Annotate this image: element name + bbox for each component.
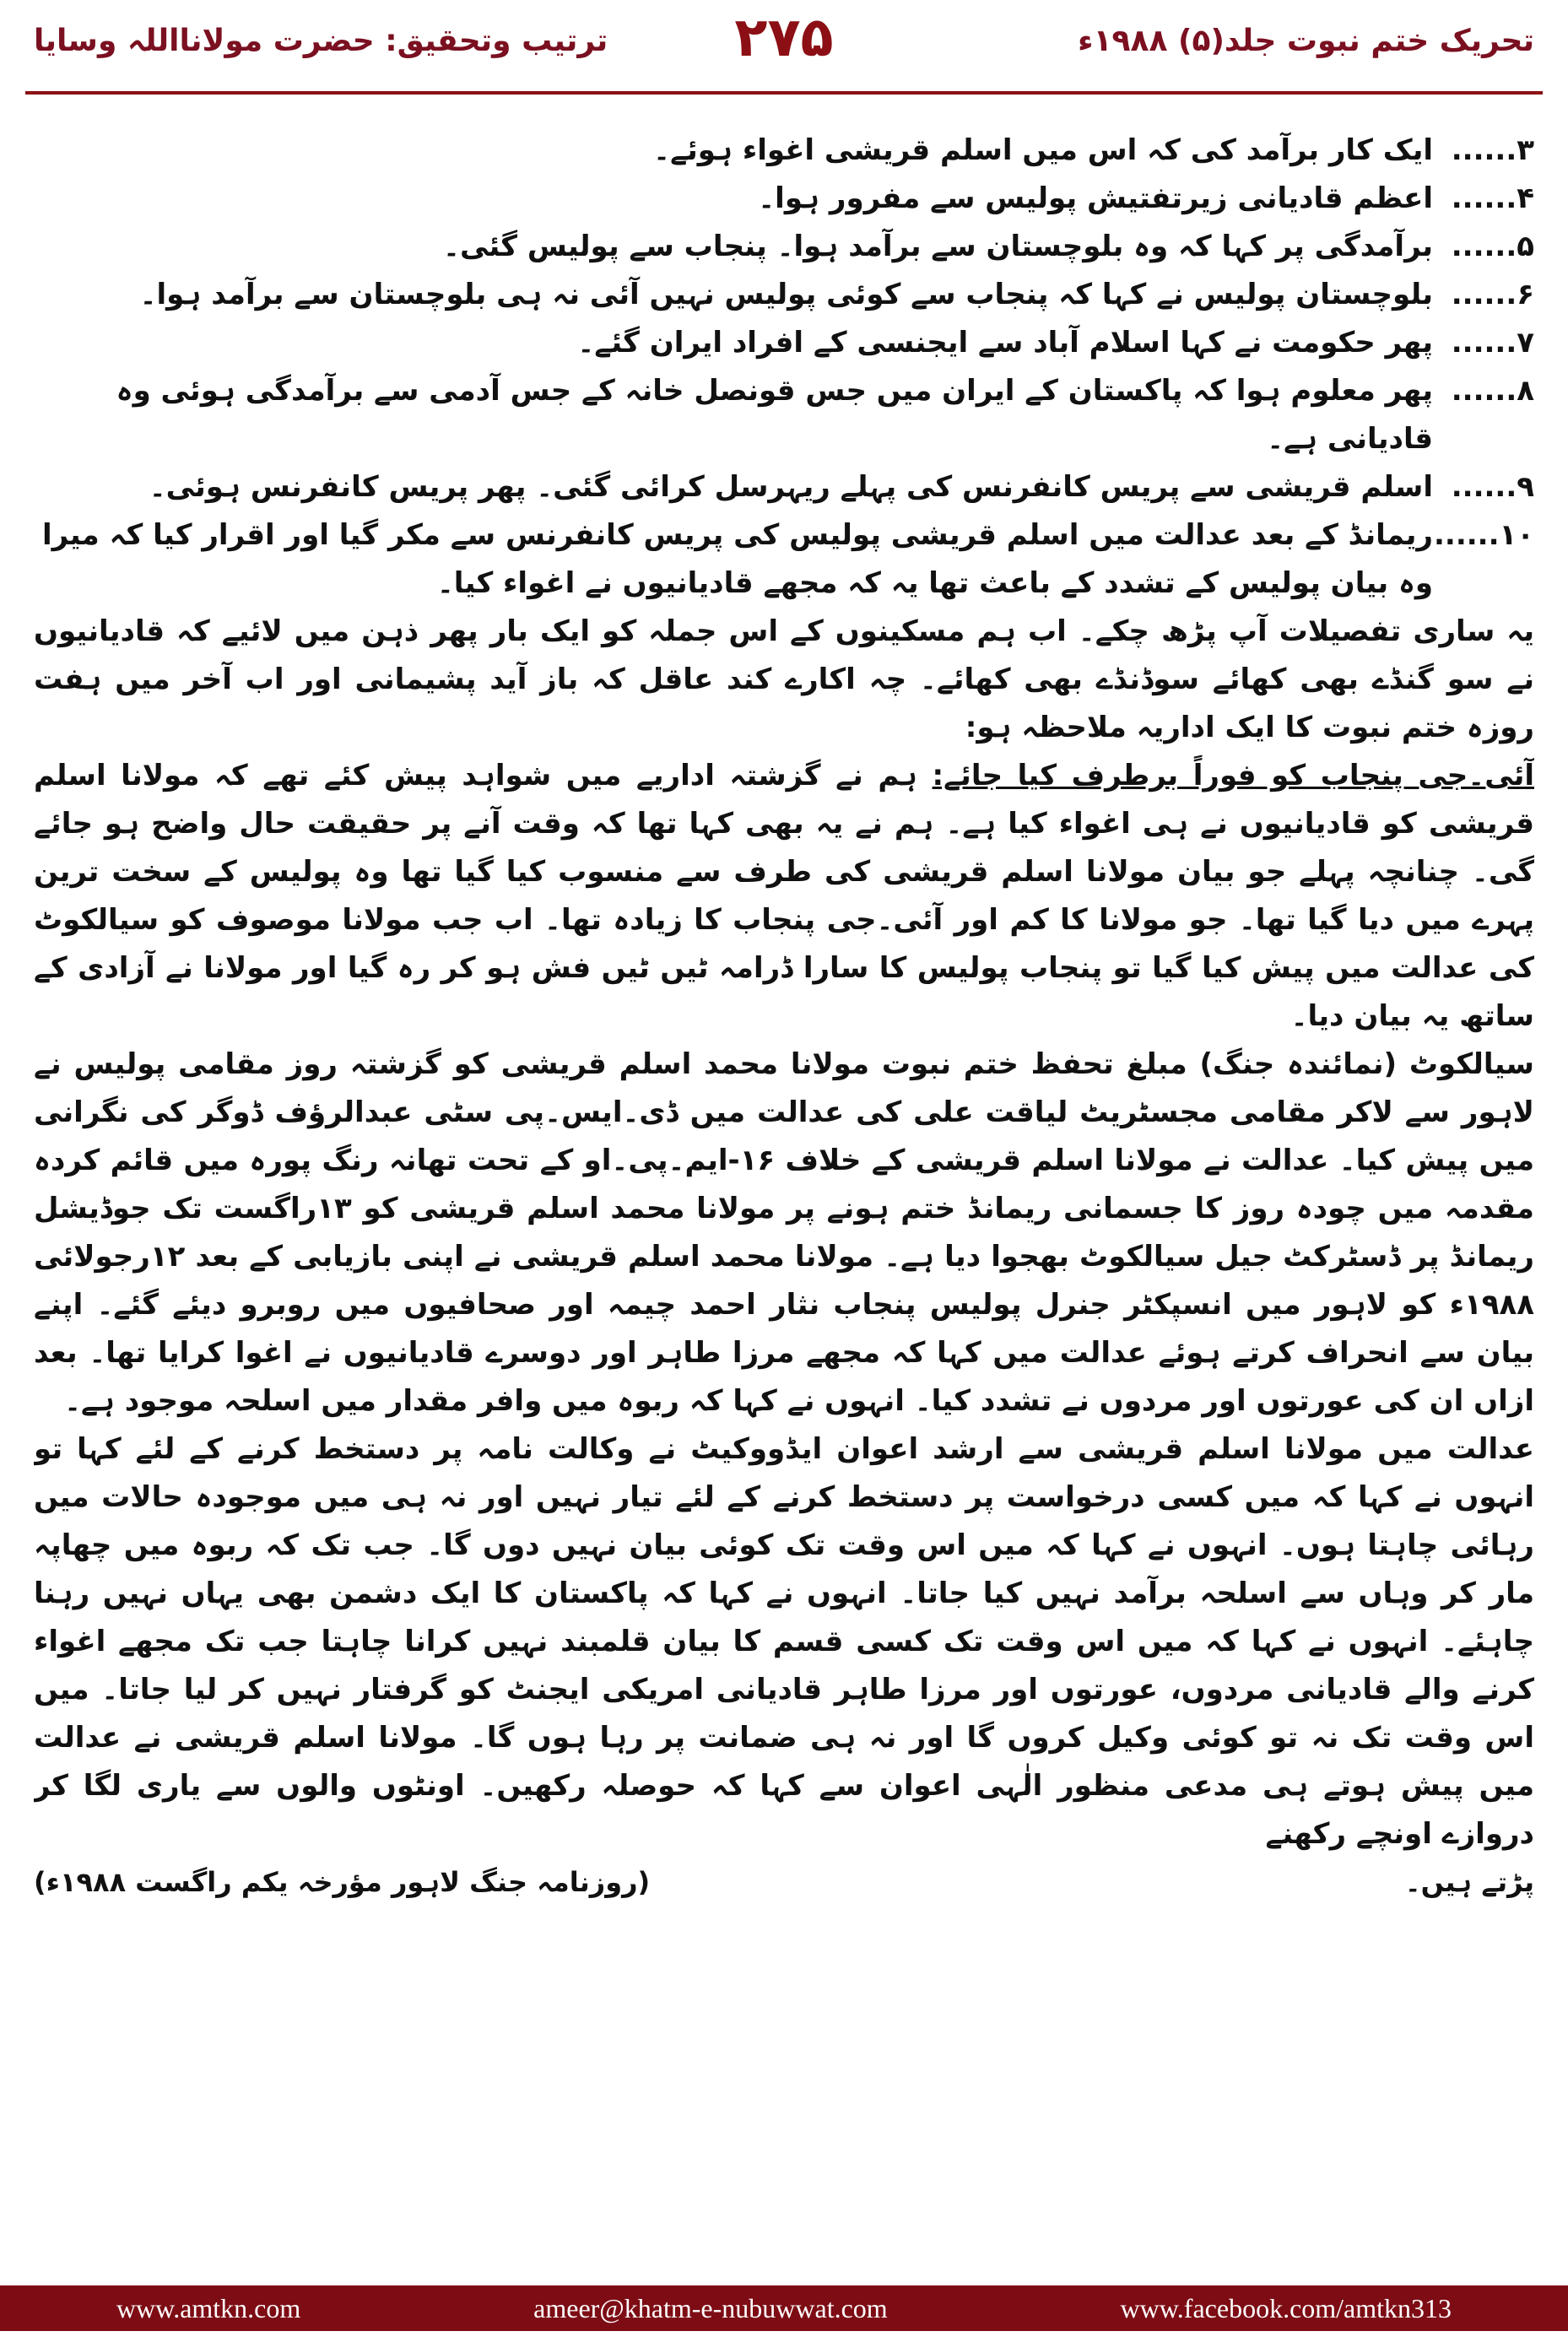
citation-row <box>34 1858 1534 1907</box>
list-item <box>34 463 1534 511</box>
list-item-number: ۶...... <box>1451 278 1534 311</box>
header-divider <box>25 91 1543 95</box>
list-item <box>34 127 1534 175</box>
list-item <box>34 271 1534 319</box>
list-item <box>34 223 1534 271</box>
list-item-text: ریمانڈ کے بعد عدالت میں اسلم قریشی پولیس کی پریس کانفرنس سے مکر گیا اور اقرار کیا کہ میرا وہ بیان پولیس کے تشدد کے باعث تھا یہ کہ مجھے قادیانیوں نے اغواء کیا۔ <box>42 518 1433 600</box>
list-item <box>34 175 1534 223</box>
list-item-number: ۳...... <box>1451 133 1534 167</box>
court-paragraph: عدالت میں مولانا اسلم قریشی سے ارشد اعوان ایڈووکیٹ نے وکالت نامہ پر دستخط کرنے کے لئے کہا تو انہوں نے کہا کہ میں کسی درخواست پر دستخط کرنے کے لئے تیار نہیں اور نہ ہی میں موجودہ حالات میں رہائی چاہتا ہوں۔ انہوں نے کہا کہ میں اس وقت تک کوئی بیان نہیں دوں گا۔ جب تک کہ ربوہ میں چھاپہ مار کر وہاں سے اسلحہ برآمد نہیں کیا جاتا۔ انہوں نے کہا کہ پاکستان کا ایک دشمن بھی یہاں نہیں رہنا چاہئے۔ انہوں نے کہا کہ میں اس وقت تک کسی قسم کا بیان قلمبند نہیں کرانا چاہتا جب تک مجھے اغواء کرنے والے قادیانی مردوں، عورتوں اور مرزا طاہر قادیانی امریکی ایجنٹ کو گرفتار نہیں کر لیا جاتا۔ میں اس وقت تک نہ تو کوئی وکیل کروں گا اور نہ ہی ضمانت پر رہا ہوں گا۔ مولانا اسلم قریشی نے عدالت میں پیش ہوتے ہی مدعی منظور الٰہی اعوان سے کہا کہ حوصلہ رکھیں۔ اونٹوں والوں سے یاری لگا کر دروازے اونچے رکھنے <box>34 1432 1534 1851</box>
page-footer <box>0 2285 1568 2331</box>
closing-text: پڑتے ہیں۔ <box>1404 1866 1534 1898</box>
news-paragraph: سیالکوٹ (نمائندہ جنگ) مبلغ تحفظ ختم نبوت مولانا محمد اسلم قریشی کو گزشتہ روز مقامی پولیس نے لاہور سے لاکر مقامی مجسٹریٹ لیاقت علی کی عدالت میں ڈی۔ایس۔پی سٹی عبدالرؤف ڈوگر کی نگرانی میں پیش کیا۔ عدالت نے مولانا اسلم قریشی کے خلاف ۱۶-ایم۔پی۔او کے تحت تھانہ رنگ پورہ میں قائم کردہ مقدمہ میں چودہ روز کا جسمانی ریمانڈ ختم ہونے پر مولانا محمد اسلم قریشی کو ۱۳راگست تک جوڈیشل ریمانڈ پر ڈسٹرکٹ جیل سیالکوٹ بھجوا دیا ہے۔ مولانا محمد اسلم قریشی نے اپنی بازیابی کے بعد ۱۲رجولائی ۱۹۸۸ء کو لاہور میں انسپکٹر جنرل پولیس پنجاب نثار احمد چیمہ اور صحافیوں میں روبرو دیئے گئے۔ اپنے بیان سے انحراف کرتے ہوئے عدالت میں کہا کہ مجھے مرزا طاہر اور دوسرے قادیانیوں نے اغوا کرایا تھا۔ بعد ازاں ان کی عورتوں اور مردوں نے تشدد کیا۔ انہوں نے کہا کہ ربوہ میں وافر مقدار میں اسلحہ موجود ہے۔ <box>34 1047 1534 1418</box>
facebook-link[interactable]: www.facebook.com/amtkn313 <box>1120 2292 1452 2323</box>
list-item-number: ۴...... <box>1451 181 1534 215</box>
list-item-number: ۱۰...... <box>1433 518 1534 552</box>
page-body <box>34 127 1534 2220</box>
compiler-credit: ترتیب وتحقیق: حضرت مولانااللہ وسایا <box>34 24 608 58</box>
editorial-body: ہم نے گزشتہ اداریے میں شواہد پیش کئے تھے کہ مولانا اسلم قریشی کو قادیانیوں نے ہی اغواء کیا ہے۔ ہم نے یہ بھی کہا تھا کہ وقت آنے پر حقیقت حال واضح ہو جائے گی۔ چنانچہ پہلے جو بیان مولانا اسلم قریشی کی طرف سے منسوب کیا گیا تھا وہ پولیس کے سخت ترین پہرے میں دیا گیا تھا۔ جو مولانا کا کم اور آئی۔جی پنجاب کا زیادہ تھا۔ اب جب مولانا موصوف کو سیالکوٹ کی عدالت میں پیش کیا گیا تو پنجاب پولیس کا سارا ڈرامہ ٹیں ٹیں فش ہو کر رہ گیا اور مولانا نے آزادی کے ساتھ یہ بیان دیا۔ <box>34 759 1534 1033</box>
book-title: تحریک ختم نبوت جلد(۵) ۱۹۸۸ء <box>1078 24 1534 58</box>
source-citation: (روزنامہ جنگ لاہور مؤرخہ یکم راگست ۱۹۸۸ء) <box>34 1866 651 1898</box>
editorial-paragraph <box>34 752 1534 1041</box>
list-item-text: ایک کار برآمد کی کہ اس میں اسلم قریشی اغواء ہوئے۔ <box>653 133 1433 167</box>
list-item-text: برآمدگی پر کہا کہ وہ بلوچستان سے برآمد ہوا۔ پنجاب سے پولیس گئی۔ <box>443 230 1433 263</box>
website-link[interactable]: www.amtkn.com <box>116 2292 301 2323</box>
list-item <box>34 511 1534 608</box>
list-item-text: بلوچستان پولیس نے کہا کہ پنجاب سے کوئی پولیس نہیں آئی نہ ہی بلوچستان سے برآمد ہوا۔ <box>139 278 1433 311</box>
list-item-text: اسلم قریشی سے پریس کانفرنس کی پہلے ریہرسل کرائی گئی۔ پھر پریس کانفرنس ہوئی۔ <box>149 470 1433 504</box>
list-item-number: ۷...... <box>1451 326 1534 360</box>
list-item <box>34 367 1534 463</box>
editorial-heading: آئی۔جی پنجاب کو فوراً برطرف کیا جائے: <box>932 759 1534 792</box>
list-item <box>34 319 1534 367</box>
list-item-number: ۵...... <box>1451 230 1534 263</box>
page-number: ۲۷۵ <box>734 7 834 69</box>
list-item-text: اعظم قادیانی زیرتفتیش پولیس سے مفرور ہوا۔ <box>758 181 1433 215</box>
intro-paragraph: یہ ساری تفصیلات آپ پڑھ چکے۔ اب ہم مسکینوں کے اس جملہ کو ایک بار پھر ذہن میں لائیے کہ قادیانیوں نے سو گنڈے بھی کھائے سوڈنڈے بھی کھائے۔ چہ اکارے کند عاقل کہ باز آید پشیمانی اور اب آخر میں ہفت روزہ ختم نبوت کا ایک اداریہ ملاحظہ ہو: <box>34 614 1534 744</box>
email-link[interactable]: ameer@khatm-e-nubuwwat.com <box>533 2292 888 2323</box>
page-header <box>0 0 1568 101</box>
list-item-text: پھر حکومت نے کہا اسلام آباد سے ایجنسی کے افراد ایران گئے۔ <box>577 326 1433 360</box>
list-item-number: ۸...... <box>1451 374 1534 408</box>
list-item-number: ۹...... <box>1451 470 1534 504</box>
list-item-text: پھر معلوم ہوا کہ پاکستان کے ایران میں جس قونصل خانہ کے جس آدمی سے برآمدگی ہوئی وہ قادیانی ہے۔ <box>116 374 1433 456</box>
